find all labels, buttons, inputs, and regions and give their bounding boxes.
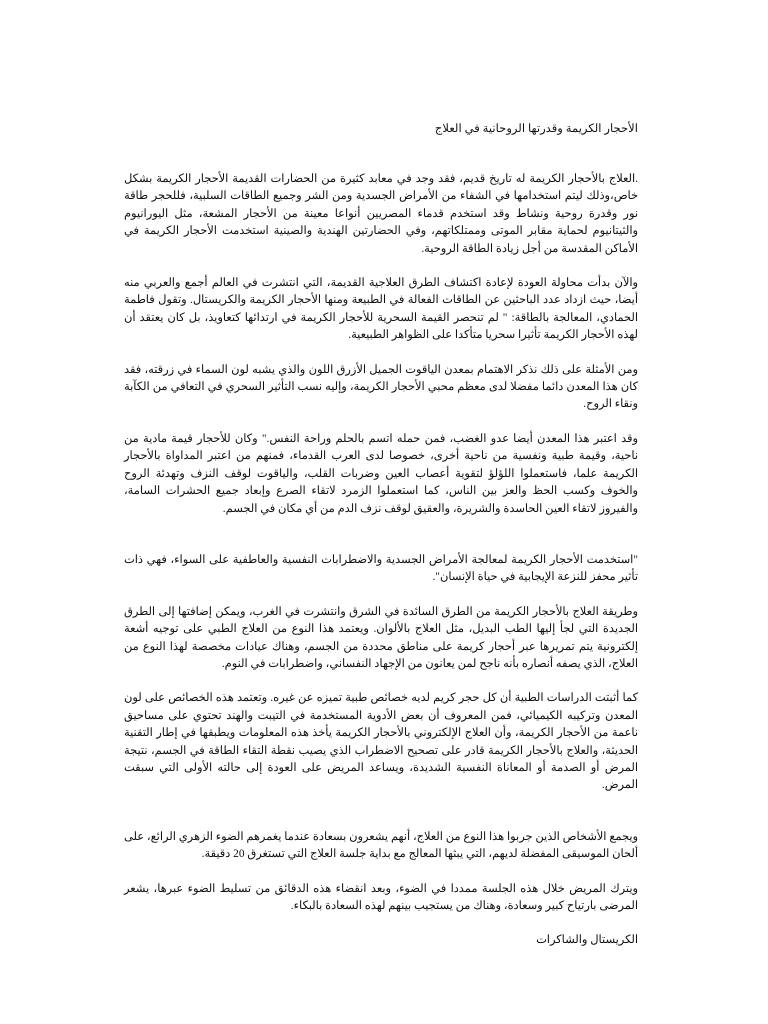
paragraph-session: ويترك المريض خلال هذه الجلسة ممددا في الضوء، وبعد انقضاء هذه الدقائق من تسليط الضوء عبرها، يشعر المرضى بارتياح كبير وسعادة، وهناك من يستجيب بينهم لهذه السعادة بالبكاء. xyxy=(124,882,638,912)
paragraph-sapphire: ومن الأمثلة على ذلك نذكر الاهتمام بمعدن الياقوت الجميل الأزرق اللون والذي يشبه لون السماء في زرقته، فقد كان هذا المعدن دائما مفضلا لدى معظم محبي الأحجار الكريمة، وإليه نسب التأثير السحري في التعافي من الكآبة ونقاء الروح. xyxy=(124,363,638,411)
paragraph-method: وطريقة العلاج بالأحجار الكريمة من الطرق السائدة في الشرق وانتشرت في الغرب، ويمكن إضافتها إلى الطرق الجديدة التي لجأ إليها الطب البديل، مثل العلاج بالألوان. ويعتمد هذا النوع من العلاج الطبي على توجيه أشعة إلكترونية يتم تمريرها عبر أحجار كريمة على مناطق محددة من الجسم، وهناك عيادات مخصصة لهذا النوع من العلاج، الذي يصفه أنصاره بأنه ناجح لمن يعانون من الإجهاد النفساني، واضطرابات في النوم. xyxy=(124,605,638,670)
paragraph-experience: ويجمع الأشخاص الذين جربوا هذا النوع من العلاج، أنهم يشعرون بسعادة عندما يغمرهم الضوء الزهري الرائع، على ألحان الموسيقى المفضلة لديهم، التي يبثها المعالج مع بداية جلسة العلاج التي تستغرق 20 دقيقة. xyxy=(124,830,638,861)
document-title: الأحجار الكريمة وقدرتها الروحانية في العلاج xyxy=(434,122,638,135)
section-heading-crystal-chakras: الكريستال والشاكرات xyxy=(536,934,638,947)
paragraph-quote: "استخدمت الأحجار الكريمة لمعالجة الأمراض الجسدية والاضطرابات النفسية والعاطفية على السواء، فهي ذات تأثير محفز للنزعة الإيجابية في حياة الإنسان". xyxy=(124,553,638,584)
paragraph-studies: كما أثبتت الدراسات الطبية أن كل حجر كريم لديه خصائص طبية تميزه عن غيره. وتعتمد هذه الخصائص على لون المعدن وتركيبه الكيميائي، فمن المعروف أن بعض الأدوية المستخدمة في التيبت والهند تحتوي على مساحيق ناعمة من الأحجار الكريمة، وأن العلاج الإلكتروني بالأحجار الكريمة يأخذ هذه المعلومات ويطبقها في إطار التقنية الحديثة، والعلاج بالأحجار الكريمة قادر على تصحيح الاضطراب الذي يصيب نقطة التقاء الطاقة في الجسم، نتيجة المرض أو الصدمة أو المعاناة النفسية الشديدة، ويساعد المريض على العودة إلى حالته الأولى التي سبقت المرض. xyxy=(124,692,638,792)
paragraph-ancient-arabs: وقد اعتبر هذا المعدن أيضا عدو الغضب، فمن حمله اتسم بالحلم وراحة النفس." وكان للأحجار قيمة مادية من ناحية، وقيمة طبية ونفسية من ناحية أخرى، خصوصا لدى العرب القدماء، فمنهم من اعتبر المداواة بالأحجار الكريمة علما، فاستعملوا اللؤلؤ لتقوية أعصاب العين وضربات القلب، والياقوت لوقف النزف وتهدئة الروح والخوف وكسب الحظ والعز بين الناس، كما استعملوا الزمرد لاتقاء الصرع وإبعاد جميع الحشرات السامة، والفيروز لاتقاء العين الحاسدة والشريرة، والعقيق لوقف نزف الدم من أي مكان في الجسم. xyxy=(124,432,638,515)
paragraph-revival: والآن بدأت محاولة العودة لإعادة اكتشاف الطرق العلاجية القديمة، التي انتشرت في العالم أجمع والعربي منه أيضا، حيث ازداد عدد الباحثين عن الطاقات الفعالة في الطبيعة ومنها الأحجار الكريمة والكريستال. وتقول فاطمة الحمادي، المعالجة بالطاقة: " لم تنحصر القيمة السحرية للأحجار الكريمة في ارتدائها كتعاويذ، بل كان يعتقد أن لهذه الأحجار الكريمة تأثيرا سحريا متأكدا على الظواهر الطبيعية. xyxy=(124,277,638,342)
paragraph-history: .العلاج بالأحجار الكريمة له تاريخ قديم، فقد وجد في معابد كثيرة من الحضارات القديمة الأحجار الكريمة بشكل خاص،وذلك ليتم استخدامها في الشفاء من الأمراض الجسدية ومن الشر وجميع الطاقات السلبية، فللحجر طاقة نور وقدرة روحية ونشاط وقد استخدم قدماء المصريين أنواعا معينة من الأحجار المشعة، مثل اليورانيوم والثيتانيوم لحماية مقابر الموتى وممتلكاتهم، وفي الحضارتين الهندية والصينية استخدمت الأحجار الكريمة في الأماكن المقدسة من أجل زيادة الطاقة الروحية. xyxy=(124,173,638,255)
document-body xyxy=(124,120,638,950)
